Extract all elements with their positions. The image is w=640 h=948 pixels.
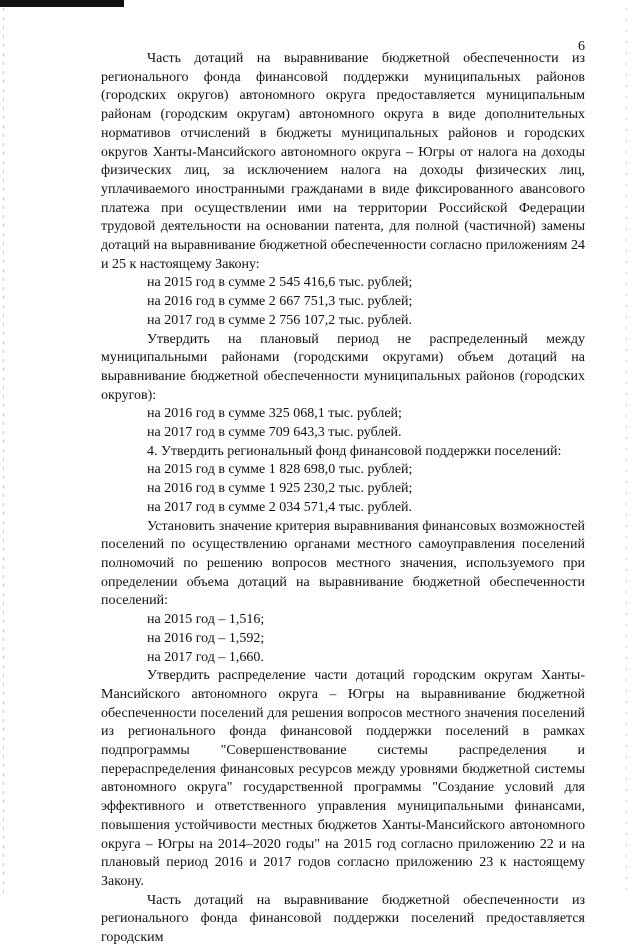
page-number: 6 — [578, 39, 585, 54]
paragraph-subsidy-part: Часть дотаций на выравнивание бюджетной обеспеченности из регионального фонда финансовой поддержки муниципальных районов (городских округов) автономного округа предоставляется муниципальным районам (городским округам) автономного округа в виде дополнительных нормативов отчислений в бюджеты муниципальных районов и городских округов Ханты-Мансийского автономного округа – Югры от налога на доходы физических лиц, за исключением налога на доходы физических лиц, уплачиваемого иностранными гражданами в виде фиксированного авансового платежа при осуществлении ими на территории Российской Федерации трудовой деятельности на основании патента, для полной (частичной) замены дотаций на выравнивание бюджетной обеспеченности согласно приложениям 24 и 25 к настоящему Закону: — [101, 51, 585, 272]
paragraph-criterion: Установить значение критерия выравнивания финансовых возможностей поселений по осуществлению органами местного самоуправления поселений полномочий по решению вопросов местного значения, используемого при определении объема дотаций на выравнивание бюджетной обеспеченности поселений: — [101, 518, 585, 609]
list-item-fund-2015: на 2015 год в сумме 1 828 698,0 тыс. рублей; — [147, 462, 413, 478]
paragraph-settlements: Часть дотаций на выравнивание бюджетной обеспеченности из регионального фонда финансовой поддержки поселений предоставляется городским — [101, 892, 585, 946]
scan-top-rule — [0, 0, 124, 7]
list-item-criterion-2017: на 2017 год – 1,660. — [147, 649, 264, 665]
list-item-planned-2016: на 2016 год в сумме 325 068,1 тыс. рублей; — [147, 406, 402, 422]
list-item-criterion-2016: на 2016 год – 1,592; — [147, 630, 265, 646]
paragraph-planned-period: Утвердить на плановый период не распределенный между муниципальными районами (городскими округами) объем дотаций на выравнивание бюджетной обеспеченности муниципальных районов (городских округов): — [101, 331, 585, 403]
list-item-amount-2017: на 2017 год в сумме 2 756 107,2 тыс. рублей. — [147, 312, 413, 328]
document-body — [101, 50, 585, 948]
scan-edge-right — [626, 8, 627, 898]
list-item-fund-2016: на 2016 год в сумме 1 925 230,2 тыс. рублей; — [147, 481, 413, 497]
list-item-amount-2015: на 2015 год в сумме 2 545 416,6 тыс. рублей; — [147, 275, 413, 291]
section-heading-4: 4. Утвердить региональный фонд финансовой поддержки поселений: — [147, 443, 562, 459]
list-item-criterion-2015: на 2015 год – 1,516; — [147, 612, 265, 628]
list-item-amount-2016: на 2016 год в сумме 2 667 751,3 тыс. рублей; — [147, 294, 413, 310]
list-item-fund-2017: на 2017 год в сумме 2 034 571,4 тыс. рублей. — [147, 499, 413, 515]
scan-edge-left — [3, 8, 4, 898]
list-item-planned-2017: на 2017 год в сумме 709 643,3 тыс. рублей. — [147, 425, 402, 441]
paragraph-distribution: Утвердить распределение части дотаций городским округам Ханты-Мансийского автономного округа – Югры на выравнивание бюджетной обеспеченности поселений для решения вопросов местного значения поселений из регионального фонда финансовой поддержки поселений в рамках подпрограммы "Совершенствование системы распределения и перераспределения финансовых ресурсов между уровнями бюджетной системы автономного округа" государственной программы "Создание условий для эффективного и ответственного управления муниципальными финансами, повышения устойчивости местных бюджетов Ханты-Мансийского автономного округа – Югры на 2014–2020 годы" на 2015 год согласно приложению 22 и на плановый период 2016 и 2017 годов согласно приложению 23 к настоящему Закону. — [101, 668, 585, 889]
